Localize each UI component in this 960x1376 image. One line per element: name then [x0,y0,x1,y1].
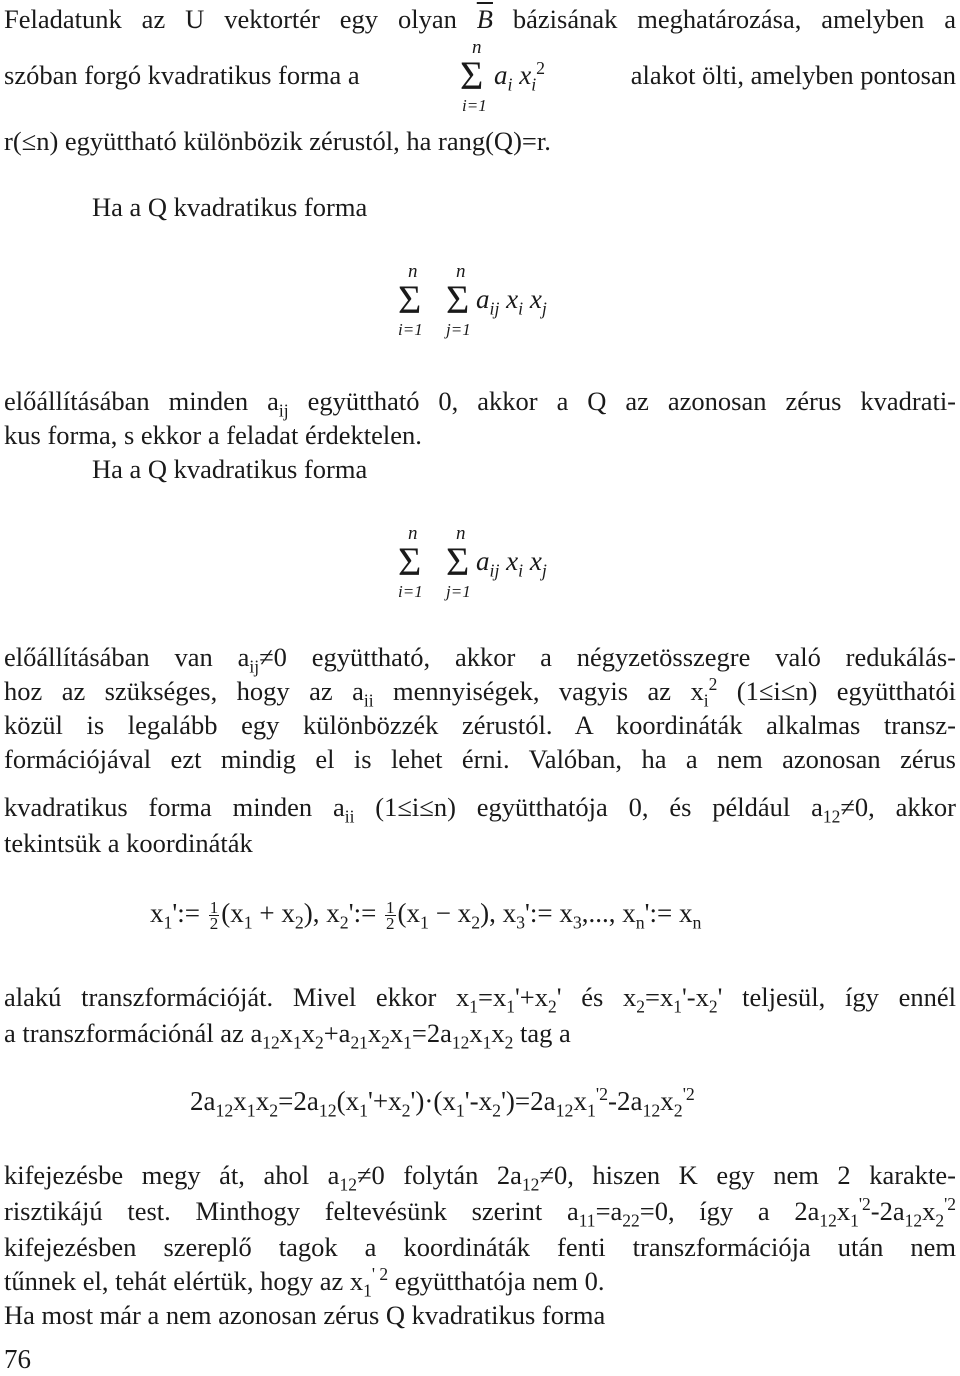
para3-line5: kvadratikus forma minden $a_{ii}$ (1≤i≤n) együtthatója 0, és például $a_{12}\ne 0$, akkor [4,792,956,827]
para4-line2: a transzformációnál az $a_{12}x_1x_2+a_{21}x_2x_1=2a_{12}x_1x_2$ tag a [4,1018,571,1053]
page-number: 76 [4,1344,31,1374]
para3-intro: Ha a Q kvadratikus forma [92,454,368,484]
sum-upper-limit: n [408,523,418,544]
para2-intro: Ha a Q kvadratikus forma [92,192,368,222]
para5-line3: kifejezésben szereplő tagok a koordináták fenti transzformációja után nem [4,1232,956,1262]
basis-symbol: $\overline{B}$ [476,4,493,34]
sum-upper-limit: n [456,523,466,544]
sigma-symbol: Σ [446,539,470,584]
para3-line1: előállításában van $a_{ij}\ne 0$ együttható, akkor a négyzetösszegre való redukálás- [4,642,956,677]
para5-line2: risztikájú test. Minthogy feltevésünk szerint $a_{11}=a_{22}=0$, így a $2a_{12}x_1^{'2}-2a_{12}x_2^{'2}$ [4,1194,956,1231]
para5-line4: tűnnek el, tehát elértük, hogy az $x_1^{' 2}$ együtthatója nem 0. [4,1264,605,1301]
expanded-expression: $2a_{12}x_1x_2=2a_{12}(x_1'+x_2')\cdot(x_1'-x_2')=2a_{12}x_1^{'2}-2a_{12}x_2^{'2}$ [190,1084,695,1121]
sigma-symbol: Σ [446,277,470,322]
para1-line2-left: szóban forgó kvadratikus forma a [4,60,360,90]
para1-line1 [4,2,956,36]
sum-upper-limit: n [408,261,418,282]
para3-line4: formációjával ezt mindig el is lehet érni. Valóban, ha a nem azonosan zérus [4,744,956,774]
para2-line1: előállításában minden $a_{ij}$ együttható 0, akkor a Q az azonosan zérus kvadrati- [4,386,957,421]
sigma-symbol: Σ [398,539,422,584]
fraction-half: $\frac{1}{2}$ [209,898,219,934]
para2-line2: kus forma, s ekkor a feladat érdektelen. [4,420,422,450]
transformation-equation: $x_1':=$ $\frac{1}{2}$ $(x_1 + x_2)$, $x_2':=$ $\frac{1}{2}$ $(x_1 - x_2)$, $x_3':= x_3$,..., $x_n':= x_n$ [150,898,702,934]
para1-line2-right: alakot ölti, amelyben pontosan [630,60,956,90]
sum-lower-limit: i=1 [398,320,423,339]
sigma-symbol: Σ [460,53,484,98]
sum-term: $a_{ij}$ $x_i$ $x_j$ [476,284,547,319]
sum-lower-limit: j=1 [446,320,471,339]
sum-lower-limit: j=1 [446,582,471,601]
para3-line6: tekintsük a koordináták [4,828,253,858]
text: bázisának meghatározása, amelyben a [492,4,956,34]
sigma-symbol: Σ [398,277,422,322]
sum-upper-limit: n [472,37,482,58]
sum-upper-limit: n [456,261,466,282]
sum-term: $a_i$ $x_i^2$ [494,58,546,95]
para5-line5: Ha most már a nem azonosan zérus Q kvadratikus forma [4,1300,606,1330]
para1-line3: r(≤n) együttható különbözik zérustól, ha rang(Q)=r. [4,126,551,156]
para5-line1: kifejezésbe megy át, ahol $a_{12}\ne 0$ folytán $2a_{12}\ne 0$, hiszen K egy nem 2 karakte- [4,1160,956,1195]
sum-term: $a_{ij}$ $x_i$ $x_j$ [476,546,547,581]
para4-line1: alakú transzformációját. Mivel ekkor $x_1=x_1'+x_2'$ és $x_2=x_1'-x_2'$ teljesül, így ennél [4,982,956,1017]
text: Feladatunk az U vektortér egy olyan [4,4,477,34]
sum-lower-limit: i=1 [462,96,487,115]
para3-line3: közül is legalább egy különbözzék zérustól. A koordináták alkalmas transz- [4,710,956,740]
sum-lower-limit: i=1 [398,582,423,601]
fraction-half: $\frac{1}{2}$ [386,898,395,934]
para3-line2: hoz az szükséges, hogy az $a_{ii}$ mennyiségek, vagyis az $x_i^2$ (1≤i≤n) együtthatói [4,674,957,711]
